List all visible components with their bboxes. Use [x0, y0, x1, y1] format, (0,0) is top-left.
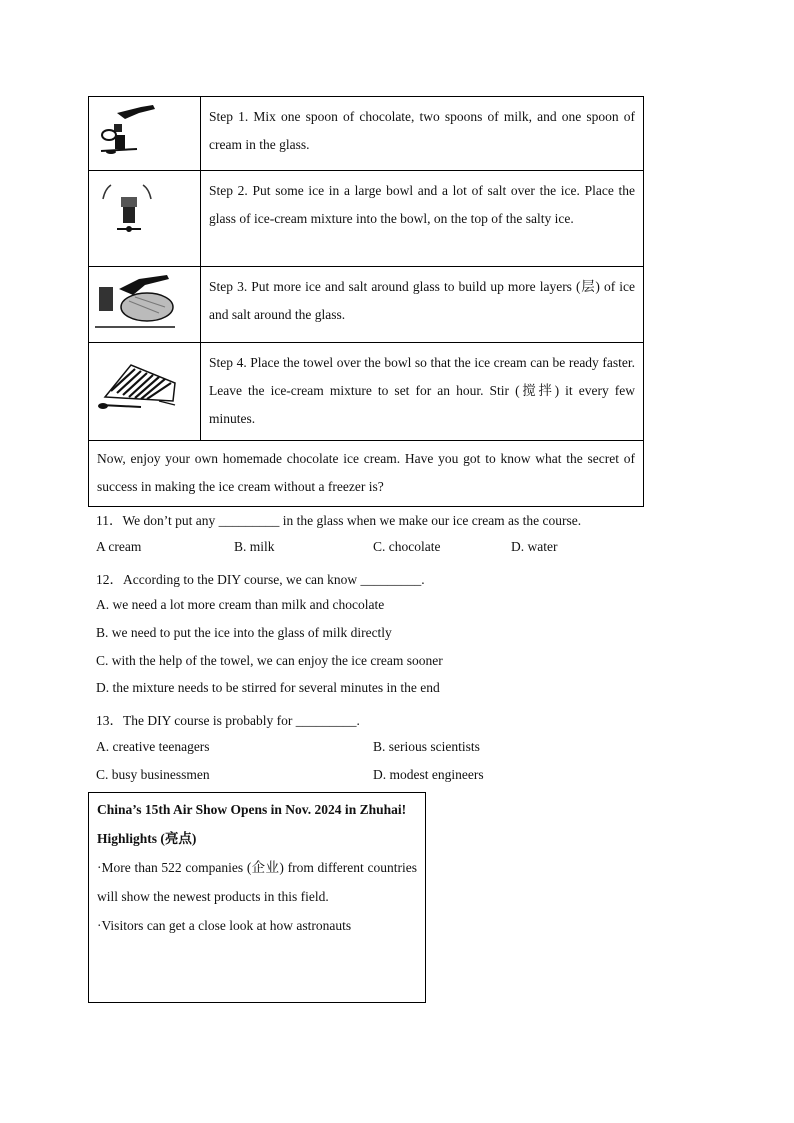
step-1-text: Step 1. Mix one spoon of chocolate, two spoons of milk, and one spoon of cream in the glass. — [201, 97, 644, 171]
question-13-option-b: B. serious scientists — [373, 739, 480, 754]
question-12-option-c: C. with the help of the towel, we can enjoy the ice cream sooner — [96, 653, 443, 668]
step-1-image — [89, 97, 201, 171]
air-show-bullet-2: ·Visitors can get a close look at how astronauts — [97, 918, 352, 933]
step-3-text: Step 3. Put more ice and salt around glass to build up more layers (层) of ice and salt around the glass. — [201, 267, 644, 343]
question-13-option-a: A. creative teenagers — [96, 739, 210, 754]
glass-in-bowl-icon — [89, 171, 200, 267]
question-11-option-c: C. chocolate — [373, 539, 441, 554]
question-13-option-d: D. modest engineers — [373, 767, 484, 782]
step-2-image — [89, 171, 201, 267]
question-11-option-a: A cream — [96, 539, 142, 554]
question-12-option-b: B. we need to put the ice into the glass of milk directly — [96, 625, 392, 640]
air-show-box — [88, 792, 426, 1003]
question-11-option-b: B. milk — [234, 539, 275, 554]
question-12-option-a: A. we need a lot more cream than milk and chocolate — [96, 597, 385, 612]
step-4-image — [89, 343, 201, 441]
question-13-stem: 13．The DIY course is probably for _________. — [96, 713, 360, 728]
question-12-option-d: D. the mixture needs to be stirred for several minutes in the end — [96, 680, 440, 695]
adding-ice-salt-icon — [89, 267, 200, 343]
air-show-bullet-1: ·More than 522 companies (企业) from different countries will show the newest products in this field. — [97, 860, 417, 904]
air-show-title: China’s 15th Air Show Opens in Nov. 2024 in Zhuhai! — [97, 802, 407, 817]
question-13-option-c: C. busy businessmen — [96, 767, 210, 782]
step-2-text: Step 2. Put some ice in a large bowl and a lot of salt over the ice. Place the glass of ice-cream mixture into the bowl, on the top of the salty ice. — [201, 171, 644, 267]
towel-over-bowl-icon — [89, 343, 200, 441]
step-3-image — [89, 267, 201, 343]
step-4-text: Step 4. Place the towel over the bowl so that the ice cream can be ready faster. Leave the ice-cream mixture to set for an hour. Stir (搅拌) it every few minutes. — [201, 343, 644, 441]
ice-cream-steps-table — [88, 96, 644, 507]
air-show-highlights-heading: Highlights (亮点) — [97, 831, 197, 846]
question-11-option-d: D. water — [511, 539, 558, 554]
question-12-stem: 12．According to the DIY course, we can know _________. — [96, 572, 425, 587]
question-11-stem: 11．We don’t put any _________ in the glass when we make our ice cream as the course. — [96, 513, 582, 528]
pouring-chocolate-icon — [89, 97, 200, 171]
conclusion-text: Now, enjoy your own homemade chocolate ice cream. Have you got to know what the secret of success in making the ice cream without a freezer is? — [89, 441, 644, 507]
